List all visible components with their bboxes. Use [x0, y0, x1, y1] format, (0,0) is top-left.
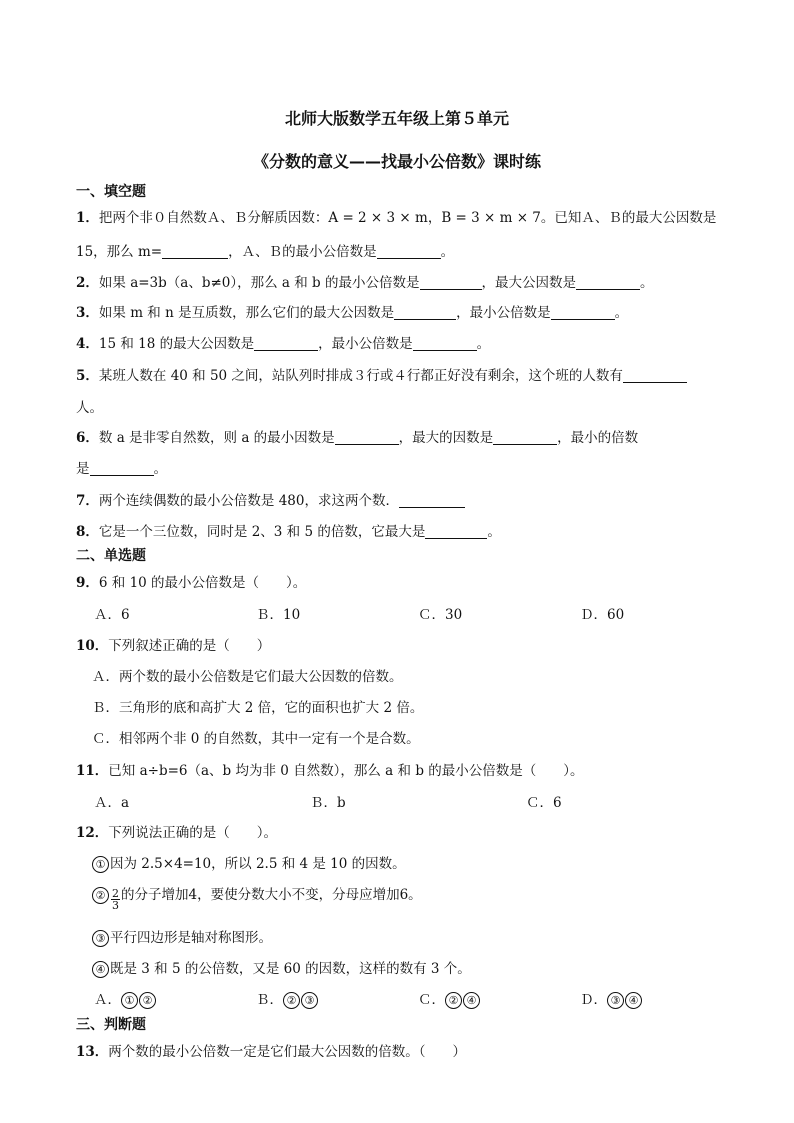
q12-option-b[interactable]: Ｂ． ② ③	[256, 988, 319, 1009]
q12-option-c[interactable]: Ｃ． ② ④	[418, 988, 481, 1009]
question-11: 11．已知 a÷b=6（a、b 均为非 0 自然数），那么 a 和 b 的最小公倍数是（ ）。	[76, 763, 584, 779]
fraction-two-thirds: $\frac{2}{3}$	[112, 887, 119, 912]
q12-statement-1: ① 因为 2.5×4=10，所以 2.5 和 4 是 10 的因数。	[92, 852, 406, 873]
q9-option-a[interactable]: Ａ．6	[94, 607, 130, 623]
question-13: 13．两个数的最小公倍数一定是它们最大公因数的倍数。（ ）	[76, 1044, 467, 1060]
q11-option-c[interactable]: Ｃ．6	[526, 795, 562, 811]
q11-option-b[interactable]: Ｂ．b	[310, 795, 346, 811]
section-fill-blank: 一、填空题	[76, 184, 146, 200]
question-1: 1．把两个非０自然数Ａ、Ｂ分解质因数：A = 2 × 3 × m，B = 3 × m × 7。已知Ａ、Ｂ的最大公因数是	[76, 210, 717, 226]
answer-blank[interactable]	[413, 336, 477, 351]
q9-option-d[interactable]: Ｄ．60	[580, 607, 625, 623]
q12-option-d[interactable]: Ｄ． ③ ④	[580, 988, 643, 1009]
q12-statement-3: ③ 平行四边形是轴对称图形。	[92, 926, 272, 947]
answer-blank[interactable]	[90, 461, 154, 476]
q11-option-a[interactable]: Ａ．a	[94, 795, 130, 811]
question-7: 7．两个连续偶数的最小公倍数是 480，求这两个数．	[76, 489, 465, 509]
answer-blank[interactable]	[335, 430, 399, 445]
page-subtitle: 《分数的意义——找最小公倍数》课时练	[252, 152, 541, 171]
question-5-cont: 人。	[76, 400, 103, 416]
section-single-choice: 二、单选题	[76, 548, 146, 564]
question-1-cont: 15，那么 m= ，Ａ、Ｂ的最小公倍数是 。	[76, 244, 455, 260]
question-2: 2．如果 a=3b（a、b≠0），那么 a 和 b 的最小公倍数是 ，最大公因数是 。	[76, 275, 654, 291]
q10-option-b[interactable]: Ｂ．三角形的底和高扩大 2 倍，它的面积也扩大 2 倍。	[92, 700, 424, 716]
question-8: 8．它是一个三位数，同时是 2、3 和 5 的倍数，它最大是 。	[76, 524, 501, 540]
answer-blank[interactable]	[399, 493, 465, 508]
question-9: 9．6 和 10 的最小公倍数是（ ）。	[76, 575, 307, 591]
q9-option-c[interactable]: Ｃ．30	[418, 607, 463, 623]
question-10: 10．下列叙述正确的是（ ）	[76, 638, 271, 654]
question-12: 12．下列说法正确的是（ ）。	[76, 825, 278, 841]
answer-blank[interactable]	[576, 275, 640, 290]
question-6-cont: 是 。	[76, 461, 167, 477]
q10-option-c[interactable]: Ｃ．相邻两个非 0 的自然数，其中一定有一个是合数。	[92, 731, 420, 747]
answer-blank[interactable]	[623, 368, 687, 383]
answer-blank[interactable]	[254, 336, 318, 351]
answer-blank[interactable]	[420, 275, 482, 290]
answer-blank[interactable]	[394, 305, 456, 320]
question-6: 6．数 a 是非零自然数，则 a 的最小因数是 ，最大的因数是 ，最小的倍数	[76, 430, 639, 446]
question-3: 3．如果 m 和 n 是互质数，那么它们的最大公因数是 ，最小公倍数是 。	[76, 305, 629, 321]
q12-statement-4: ④ 既是 3 和 5 的公倍数，又是 60 的因数，这样的数有 3 个。	[92, 957, 471, 978]
question-4: 4．15 和 18 的最大公因数是 ，最小公倍数是 。	[76, 336, 491, 352]
section-true-false: 三、判断题	[76, 1017, 146, 1033]
answer-blank[interactable]	[425, 524, 487, 539]
answer-blank[interactable]	[162, 244, 228, 259]
q9-option-b[interactable]: Ｂ．10	[256, 607, 301, 623]
answer-blank[interactable]	[493, 430, 557, 445]
q12-statement-2: ② $\frac{2}{3}$ 的分子增加4，要使分数大小不变，分母应增加6。	[92, 883, 422, 911]
q12-option-a[interactable]: Ａ． ① ②	[94, 988, 157, 1009]
answer-blank[interactable]	[551, 305, 615, 320]
answer-blank[interactable]	[377, 244, 441, 259]
q10-option-a[interactable]: Ａ．两个数的最小公倍数是它们最大公因数的倍数。	[92, 669, 403, 685]
page-title: 北师大版数学五年级上第５单元	[284, 109, 509, 128]
question-5: 5．某班人数在 40 和 50 之间，站队列时排成３行或４行都正好没有剩余，这个班的人数有	[76, 364, 687, 384]
